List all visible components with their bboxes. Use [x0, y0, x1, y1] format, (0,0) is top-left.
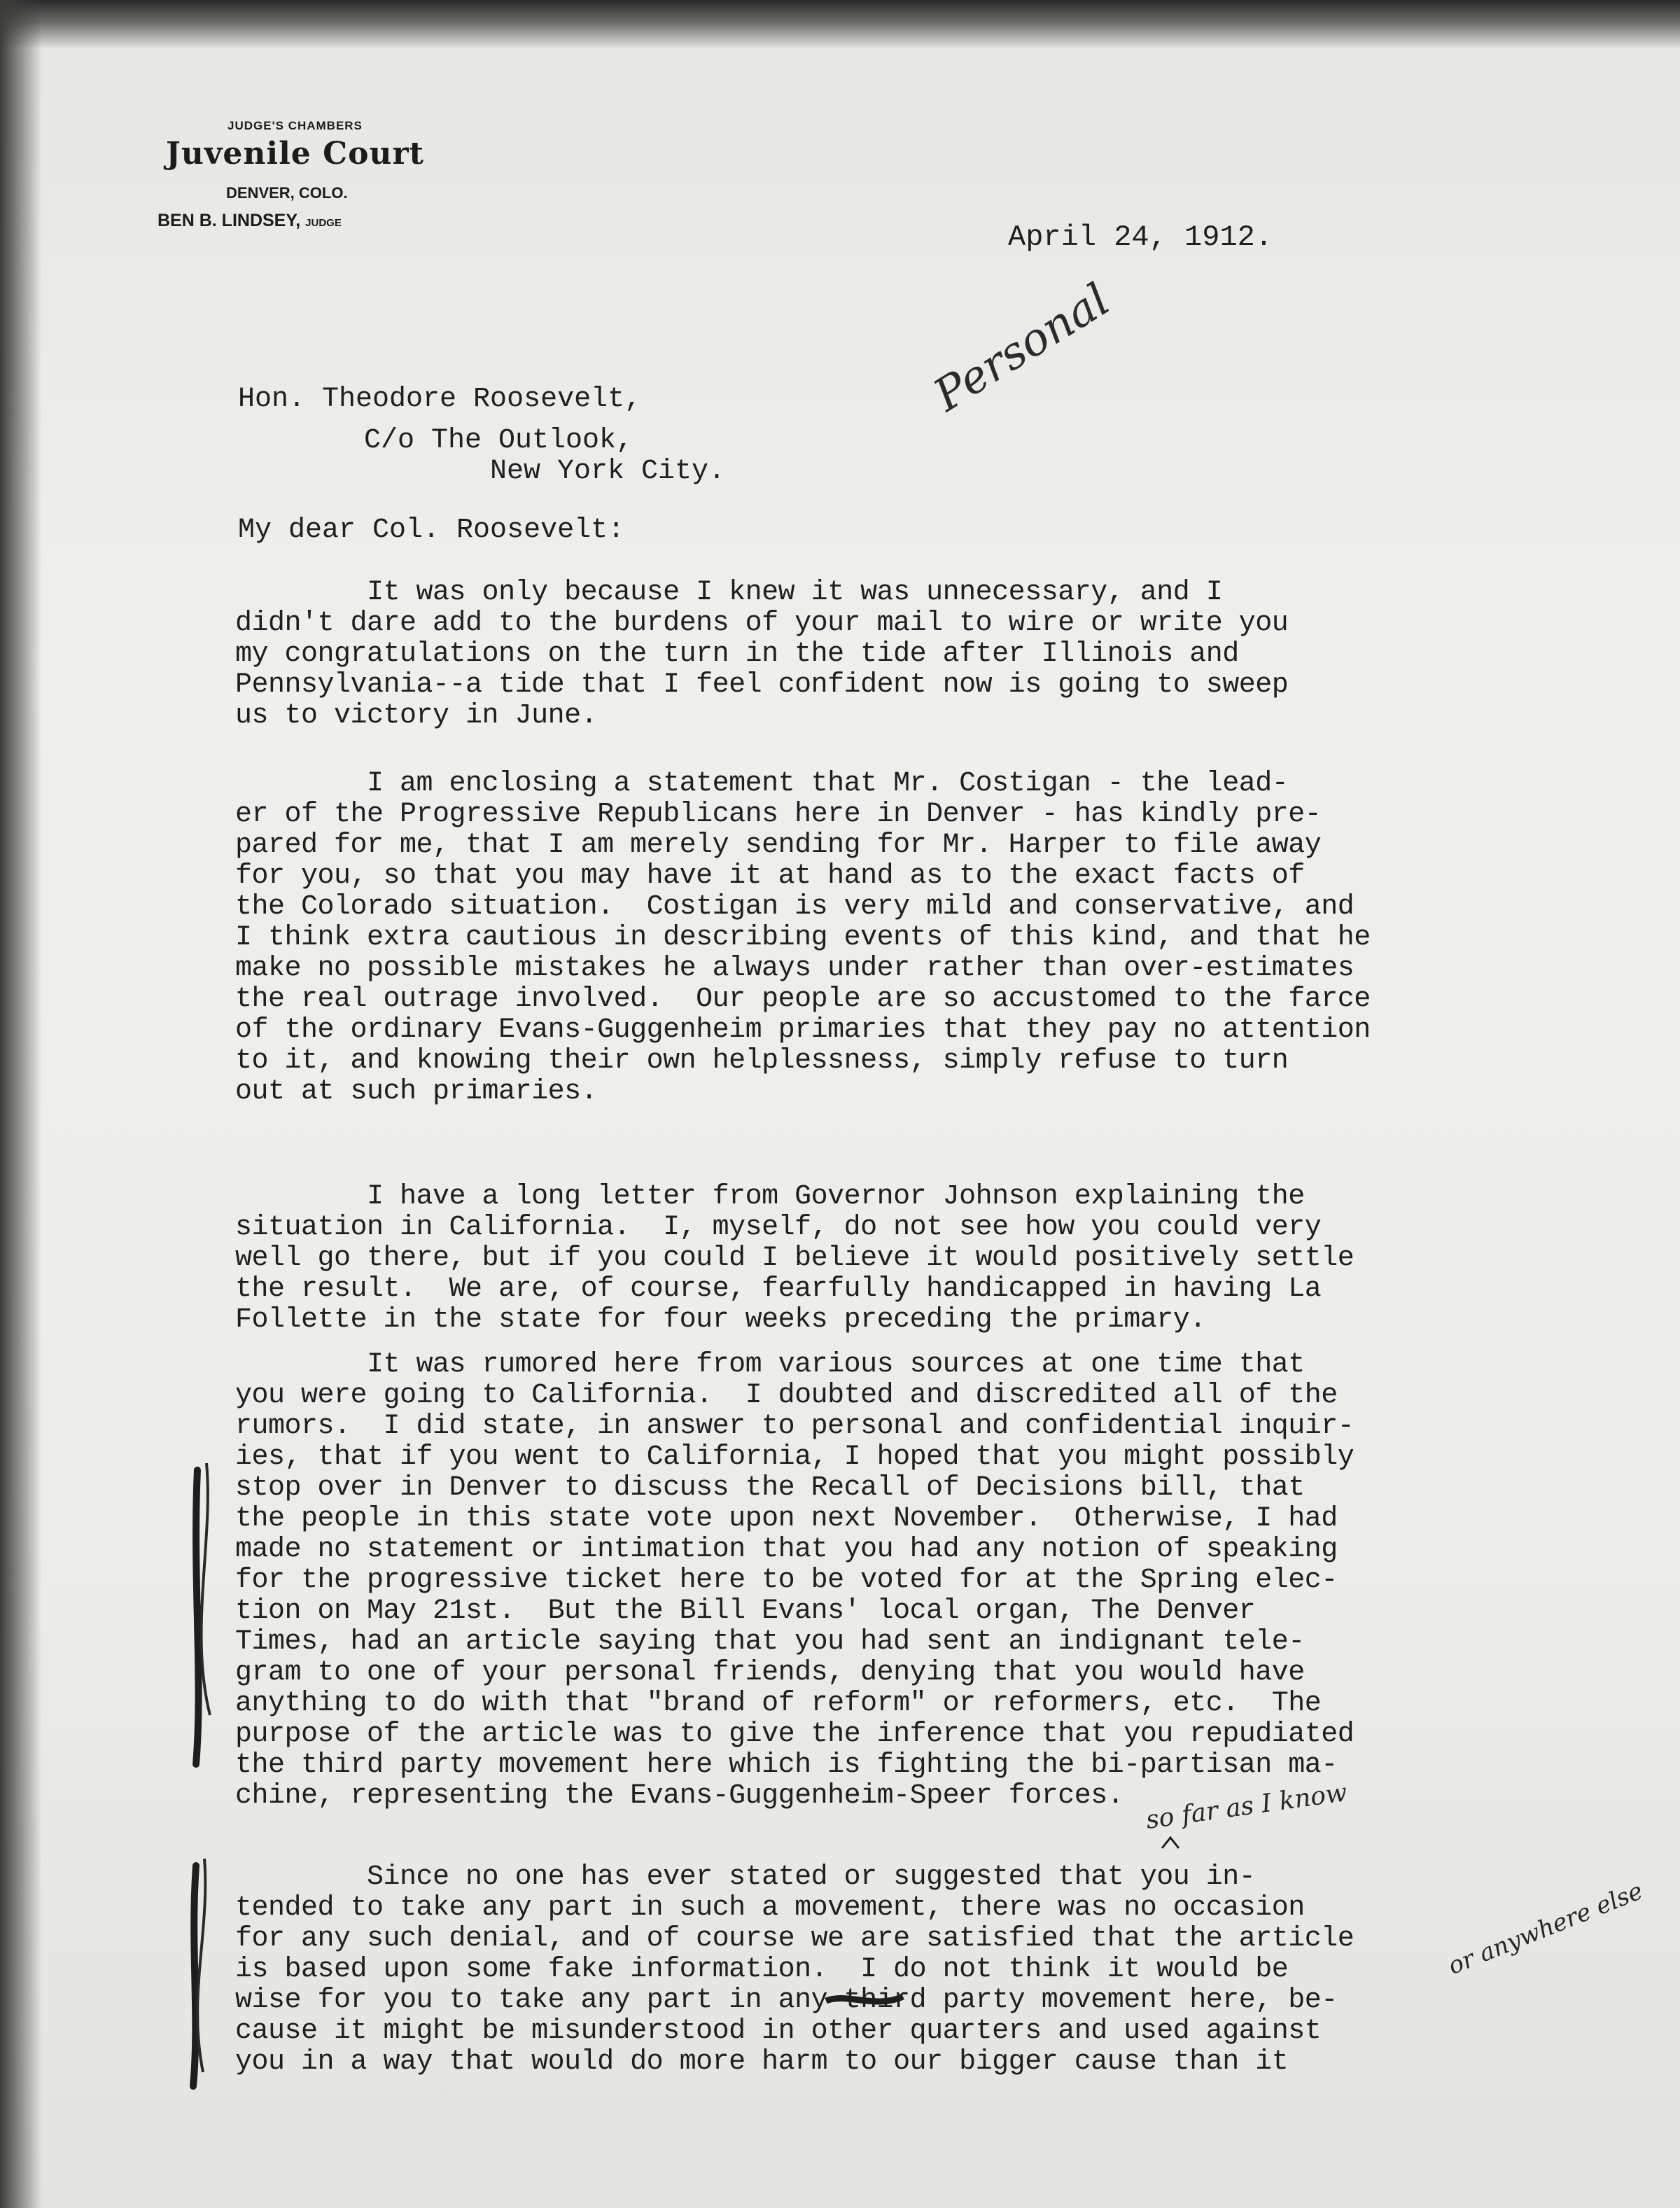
text-line: us to victory in June.	[235, 700, 598, 732]
text-line: pared for me, that I am merely sending for Mr. Harper to file away	[235, 830, 1322, 861]
margin-bracket-mark	[197, 1859, 205, 2072]
text-line: Times, had an article saying that you had sent an indignant tele-	[235, 1626, 1305, 1658]
salutation: My dear Col. Roosevelt:	[238, 515, 625, 546]
text-line: I have a long letter from Governor Johnson explaining the	[235, 1181, 1305, 1213]
margin-bracket-mark	[196, 1470, 199, 1764]
text-line: out at such primaries.	[235, 1076, 598, 1108]
insertion-caret	[1162, 1838, 1179, 1848]
text-line: the people in this state vote upon next November. Otherwise, I had	[235, 1503, 1338, 1535]
text-line: anything to do with that "brand of reform" or reformers, etc. The	[235, 1688, 1322, 1719]
text-line: chine, representing the Evans-Guggenheim-Speer forces.	[235, 1780, 1124, 1812]
letterhead-judge-title: JUDGE	[305, 217, 342, 229]
text-line: situation in California. I, myself, do not see how you could very	[235, 1212, 1322, 1243]
text-line: the result. We are, of course, fearfully handicapped in having La	[235, 1273, 1322, 1305]
text-line: Pennsylvania--a tide that I feel confident now is going to sweep	[235, 669, 1289, 701]
text-line: Follette in the state for four weeks preceding the primary.	[235, 1304, 1206, 1336]
text-line: to it, and knowing their own helplessness, simply refuse to turn	[235, 1045, 1289, 1077]
text-line: is based upon some fake information. I do not think it would be	[235, 1954, 1289, 1985]
address-line-2: C/o The Outlook,	[364, 425, 634, 456]
text-line: you in a way that would do more harm to our bigger cause than it	[235, 2046, 1289, 2078]
text-line: for the progressive ticket here to be voted for at the Spring elec-	[235, 1565, 1338, 1596]
text-line: tended to take any part in such a movement, there was no occasion	[235, 1892, 1305, 1924]
text-line: rumors. I did state, in answer to personal and confidential inquir-	[235, 1411, 1354, 1442]
text-line: you were going to California. I doubted and discredited all of the	[235, 1380, 1338, 1411]
handwritten-personal: Personal	[925, 274, 1119, 422]
text-line: gram to one of your personal friends, denying that you would have	[235, 1657, 1305, 1689]
letterhead-court: Juvenile Court	[166, 136, 424, 172]
text-line: It was only because I knew it was unnecessary, and I	[235, 577, 1223, 608]
letterhead-city: DENVER, COLO.	[226, 184, 348, 202]
text-line: made no statement or intimation that you had any notion of speaking	[235, 1534, 1338, 1565]
letterhead-judge-name: BEN B. LINDSEY,	[158, 211, 301, 230]
address-line-3: New York City.	[490, 456, 726, 487]
letter-date: April 24, 1912.	[1008, 221, 1273, 254]
text-line: I think extra cautious in describing events of this kind, and that he	[235, 922, 1371, 953]
text-line: er of the Progressive Republicans here in Denver - has kindly pre-	[235, 799, 1322, 830]
text-line: of the ordinary Evans-Guggenheim primaries that they pay no attention	[235, 1014, 1371, 1046]
text-line: ies, that if you went to California, I hoped that you might possibly	[235, 1441, 1354, 1473]
text-line: tion on May 21st. But the Bill Evans' local organ, The Denver	[235, 1595, 1256, 1627]
text-line: my congratulations on the turn in the tide after Illinois and	[235, 638, 1239, 670]
text-line: well go there, but if you could I believe it would positively settle	[235, 1243, 1354, 1274]
text-line: make no possible mistakes he always under rather than over-estimates	[235, 953, 1354, 984]
text-line: Since no one has ever stated or suggested that you in-	[235, 1861, 1256, 1893]
address-line-1: Hon. Theodore Roosevelt,	[238, 384, 642, 415]
margin-bracket-mark	[193, 1866, 196, 2086]
text-line: the real outrage involved. Our people are so accustomed to the farce	[235, 984, 1371, 1015]
text-line: wise for you to take any part in any third party movement here, be-	[235, 1985, 1338, 2016]
letterhead-chambers: JUDGE'S CHAMBERS	[227, 119, 363, 132]
text-line: for you, so that you may have it at hand as to the exact facts of	[235, 860, 1305, 892]
text-line: didn't dare add to the burdens of your mail to wire or write you	[235, 608, 1289, 639]
text-line: purpose of the article was to give the inference that you repudiated	[235, 1719, 1354, 1750]
text-line: the Colorado situation. Costigan is very mild and conservative, and	[235, 891, 1354, 923]
text-line: It was rumored here from various sources at one time that	[235, 1349, 1305, 1381]
text-line: the third party movement here which is fighting the bi-partisan ma-	[235, 1749, 1338, 1781]
text-line: I am enclosing a statement that Mr. Costigan - the lead-	[235, 768, 1289, 799]
strikeout-mark	[826, 1997, 903, 2001]
text-line: stop over in Denver to discuss the Recall of Decisions bill, that	[235, 1472, 1305, 1504]
text-line: for any such denial, and of course we are satisfied that the article	[235, 1923, 1354, 1955]
handwritten-so-far-as-i-know: so far as I know	[1144, 1778, 1350, 1835]
handwritten-margin-note: or anywhere else	[1444, 1877, 1647, 1980]
text-line: cause it might be misunderstood in other quarters and used against	[235, 2015, 1322, 2047]
margin-bracket-mark	[202, 1463, 210, 1715]
